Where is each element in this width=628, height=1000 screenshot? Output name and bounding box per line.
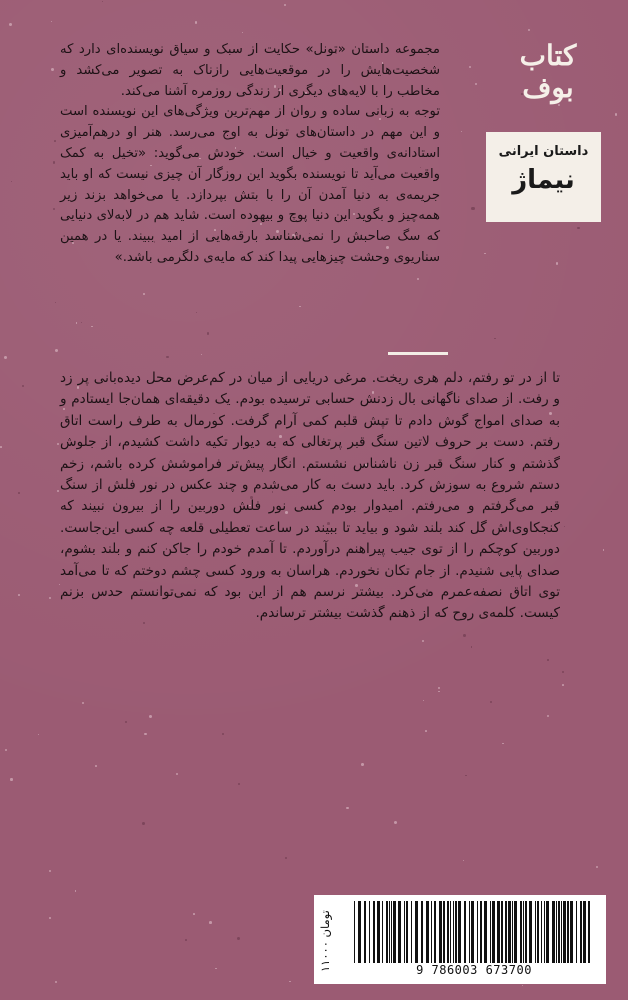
barcode-bar xyxy=(455,901,457,963)
speckle xyxy=(125,721,128,724)
blurb-text xyxy=(60,40,440,269)
barcode-bar xyxy=(382,901,383,963)
barcode-bar xyxy=(567,901,569,963)
barcode-bar xyxy=(443,901,445,963)
speckle xyxy=(494,338,496,340)
speckle xyxy=(425,730,427,732)
speckle xyxy=(475,83,478,86)
barcode-bar xyxy=(377,901,380,963)
speckle xyxy=(222,733,224,735)
speckle xyxy=(201,354,202,355)
barcode-bar xyxy=(364,901,366,963)
speckle xyxy=(207,332,209,334)
barcode-bar xyxy=(404,901,405,963)
barcode-bar xyxy=(471,901,474,963)
excerpt-paragraph: تا از در تو رفتم، دلم هری ریخت. مرغی دریایی از میان در کم‌عرض محل دیده‌بانی پر زد و رفت. از صدای ناگهانی بال زدنش حسابی ترسیده بودم. یک دقیقه‌ای همان‌جا ایستادم و به صدای امواج گوش دادم تا تپش قلبم کمی آرام گرفت. کورمال به طرف راست اتاق رفتم. دست بر حروف لاتین سنگ قبر پرتغالی که به دیوار تکیه داشت کشیدم، از جلوش گذشتم و کنار سنگ قبر زن ناشناس نشستم. انگار پیش‌تر فراموشش کرده باشم، زخم دستم شروع به سوزش کرد. باید دست به کار می‌شدم و چند عکس در نور فلش از سنگ قبر می‌گرفتم و می‌رفتم. امیدوار بودم کسی نور فلش دوربین را از بیرون نبیند که کنجکاوی‌اش گل کند بلند شود و بیاید تا ببیند در ساعت تعطیلی قلعه چه کسی این‌جاست. دوربین کوچکم را از توی جیب پیراهنم درآوردم. تا آمدم خودم را جاکن کنم و بلند بشوم، صدای پایی شنیدم. از جام تکان نخوردم. هراسان به ورود کسی چشم دوختم که تا می‌آمد توی اتاق نصفه‌عمرم می‌کرد. بیشتر نرسم هم از این بود که نمی‌توانستم حدس بزنم کیست. کلمه‌ی روح که از ذهنم گذشت بیشتر ترساندم. xyxy=(60,370,560,622)
speckle xyxy=(562,671,564,673)
speckle xyxy=(0,446,2,448)
speckle xyxy=(75,890,77,892)
barcode-bar xyxy=(535,901,536,963)
speckle xyxy=(346,807,349,810)
speckle xyxy=(95,765,97,767)
logo-line-1: کتاب xyxy=(519,39,577,72)
barcode-bar xyxy=(434,901,436,963)
speckle xyxy=(438,687,440,689)
barcode-bar xyxy=(514,901,517,963)
divider-line xyxy=(388,352,448,355)
publisher-logo xyxy=(498,40,598,104)
speckle xyxy=(49,870,51,872)
barcode-bar xyxy=(529,901,532,963)
barcode-bar xyxy=(458,901,461,963)
barcode-bar xyxy=(561,901,562,963)
speckle xyxy=(5,749,7,751)
speckle xyxy=(417,278,419,280)
blurb-paragraph-1: مجموعه داستان «تونل» حکایت از سبک و سیاق نویسنده‌ای دارد که شخصیت‌هایش را در موقعیت‌هایی رازناک به تصویر می‌کشد و مخاطب را با لایه‌های دیگری از زندگی روزمره آشنا می‌کند. xyxy=(60,42,440,99)
speckle xyxy=(556,262,559,265)
barcode-bar xyxy=(497,901,500,963)
speckle xyxy=(166,356,168,358)
speckle xyxy=(49,917,51,919)
logo-line-2: بوف xyxy=(522,71,574,104)
barcode-bar xyxy=(447,901,449,963)
speckle xyxy=(238,783,240,785)
barcode-bar xyxy=(490,901,491,963)
speckle xyxy=(22,385,24,387)
speckle xyxy=(284,4,286,6)
speckle xyxy=(289,981,291,983)
speckle xyxy=(102,1,103,2)
barcode-bar xyxy=(469,901,470,963)
barcode-bar xyxy=(373,901,375,963)
speckle xyxy=(285,857,287,859)
barcode-bar xyxy=(421,901,423,963)
speckle xyxy=(18,492,20,494)
speckle xyxy=(423,700,424,701)
barcode-bar xyxy=(576,901,577,963)
barcode-bar xyxy=(501,901,503,963)
speckle xyxy=(76,322,78,324)
speckle xyxy=(471,207,474,210)
speckle xyxy=(596,866,598,868)
barcode-bar xyxy=(406,901,408,963)
barcode-box xyxy=(314,895,606,984)
barcode-bar xyxy=(386,901,388,963)
barcode-bar xyxy=(544,901,545,963)
barcode-bar xyxy=(492,901,495,963)
barcode-bar xyxy=(552,901,555,963)
barcode-bar xyxy=(358,901,361,963)
genre-label: داستان ایرانی xyxy=(498,144,589,159)
speckle xyxy=(522,985,523,986)
speckle xyxy=(461,131,463,133)
barcode-bar xyxy=(570,901,573,963)
barcode-bar xyxy=(393,901,396,963)
barcode-bar xyxy=(389,901,390,963)
barcode-bars xyxy=(352,901,596,963)
speckle xyxy=(144,733,146,735)
speckle xyxy=(54,140,56,142)
speckle xyxy=(471,646,473,648)
speckle xyxy=(53,161,55,163)
barcode-bar xyxy=(508,901,511,963)
barcode-bar xyxy=(439,901,442,963)
barcode-bar xyxy=(512,901,513,963)
speckle xyxy=(196,312,197,313)
speckle xyxy=(422,640,424,642)
barcode-bar xyxy=(563,901,566,963)
speckle xyxy=(51,68,54,71)
speckle xyxy=(215,968,217,970)
speckle xyxy=(149,715,152,718)
excerpt-text xyxy=(60,368,560,625)
barcode-bar xyxy=(558,901,560,963)
speckle xyxy=(38,734,39,735)
speckle xyxy=(361,763,364,766)
speckle xyxy=(558,104,560,106)
speckle xyxy=(53,208,55,210)
barcode-bar xyxy=(369,901,370,963)
barcode-bar xyxy=(426,901,429,963)
barcode-bar xyxy=(588,901,590,963)
speckle xyxy=(11,181,12,182)
speckle xyxy=(142,822,145,825)
speckle xyxy=(176,773,178,775)
barcode-bar xyxy=(464,901,466,963)
barcode-digits: 9 786003 673700 xyxy=(416,963,532,977)
speckle xyxy=(299,306,300,307)
speckle xyxy=(528,29,531,32)
barcode-bar xyxy=(450,901,451,963)
speckle xyxy=(547,659,549,661)
series-badge xyxy=(486,132,601,222)
speckle xyxy=(193,913,195,915)
barcode-bar xyxy=(556,901,557,963)
barcode-bar xyxy=(505,901,507,963)
speckle xyxy=(577,227,580,230)
speckle xyxy=(57,443,59,445)
speckle xyxy=(237,937,240,940)
barcode-bar xyxy=(431,901,432,963)
barcode-bar xyxy=(541,901,542,963)
speckle xyxy=(55,981,57,983)
speckle xyxy=(490,701,492,703)
barcode-bar xyxy=(391,901,392,963)
speckle xyxy=(18,594,20,596)
speckle xyxy=(469,66,471,68)
barcode-bar xyxy=(354,901,355,963)
blurb-paragraph-2: توجه به زبانی ساده و روان از مهم‌ترین ویژگی‌های این نویسنده است و این مهم در داستان‌های تونل به اوج می‌رسد. هنر او درهم‌آمیزی استادانه‌ی واقعیت و خیال است. خودش می‌گوید: «تخیل به کمک واقعیت می‌آید تا نویسنده بگوید این روزگار آن چیزی نیست که او باید جریمه‌ی به دنیا آمدن آن را با بتش بپردازد. یا می‌خواهد بزند زیر همه‌چیز و بگوید این دنیا پوچ و بیهوده است. شاید هم در لابه‌لای دنیایی که سگ صاحبش را نمی‌شناسد بارقه‌هایی از امید ببیند. یا در همین سناریوی وحشت چیزهایی پیدا کند که مایه‌ی دلگرمی باشد.» xyxy=(60,104,440,265)
barcode-bar xyxy=(580,901,582,963)
speckle xyxy=(195,21,197,23)
speckle xyxy=(81,322,82,323)
speckle xyxy=(564,526,565,527)
barcode-bar xyxy=(537,901,539,963)
barcode-bar xyxy=(520,901,522,963)
speckle xyxy=(562,684,564,686)
barcode-bar xyxy=(398,901,401,963)
speckle xyxy=(242,32,243,33)
speckle xyxy=(603,549,604,550)
barcode-bar xyxy=(484,901,487,963)
speckle xyxy=(55,349,58,352)
speckle xyxy=(10,778,12,780)
speckle xyxy=(502,743,504,745)
barcode-bar xyxy=(525,901,527,963)
speckle xyxy=(484,253,486,255)
speckle xyxy=(51,21,52,22)
speckle xyxy=(49,597,51,599)
speckle xyxy=(394,821,397,824)
speckle xyxy=(547,715,549,717)
barcode-bar xyxy=(415,901,418,963)
speckle xyxy=(185,939,187,941)
speckle xyxy=(615,113,618,116)
barcode-bar xyxy=(453,901,454,963)
speckle xyxy=(463,860,464,861)
speckle xyxy=(438,691,439,692)
price-label: ۱۱۰۰۰ تومان xyxy=(318,910,332,972)
barcode-bar xyxy=(546,901,549,963)
barcode-bar xyxy=(477,901,478,963)
speckle xyxy=(463,634,466,637)
speckle xyxy=(143,293,145,295)
barcode-bar xyxy=(411,901,412,963)
speckle xyxy=(209,921,212,924)
imprint-logo: نیماژ xyxy=(512,165,575,195)
barcode-bar xyxy=(583,901,586,963)
speckle xyxy=(4,356,7,359)
barcode-bar xyxy=(480,901,482,963)
speckle xyxy=(91,326,92,327)
speckle xyxy=(465,775,467,777)
speckle xyxy=(82,702,84,704)
speckle xyxy=(9,23,12,26)
speckle xyxy=(55,302,56,303)
barcode-bar xyxy=(523,901,524,963)
